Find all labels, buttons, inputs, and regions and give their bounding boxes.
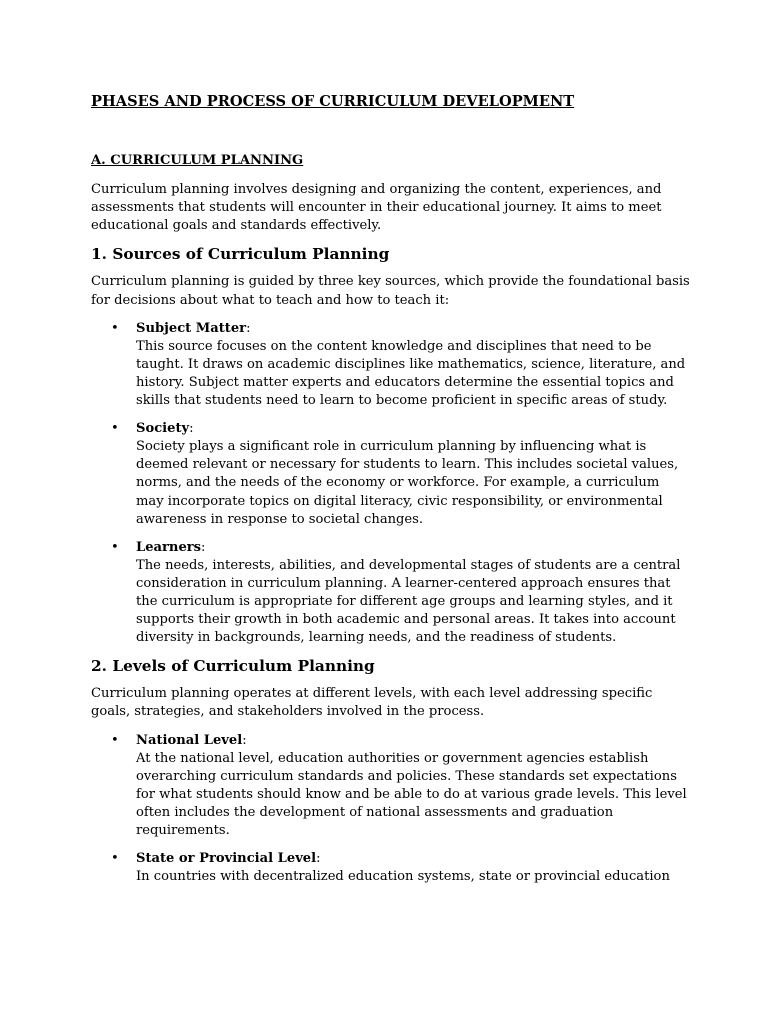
item-title: National Level	[136, 732, 243, 748]
item-text: At the national level, education authorities or government agencies establish overarching curriculum standards and policies. These standards set expectations for what students should know and be able to do at various grade levels. This level often includes the development of national assessments and graduation requirements.	[136, 750, 687, 838]
document-body	[91, 152, 691, 896]
title-colon: :	[242, 732, 247, 748]
item-text: In countries with decentralized education systems, state or provincial education	[136, 869, 670, 885]
item-text: The needs, interests, abilities, and developmental stages of students are a central consideration in curriculum planning. A learner-centered approach ensures that the curriculum is appropriate for different age groups and learning styles, and it supports their growth in both academic and personal areas. It takes into account diversity in backgrounds, learning needs, and the readiness of students.	[136, 557, 681, 646]
bullet-icon: •	[111, 851, 119, 867]
item-text: This source focuses on the content knowledge and disciplines that need to be taught. It draws on academic disciplines like mathematics, science, literature, and history. Subject matter experts and educators determine the essential topics and skills that students need to learn to become proficient in specific areas of study.	[136, 338, 686, 409]
list-item	[91, 850, 691, 886]
section-a-heading: A. CURRICULUM PLANNING	[91, 153, 304, 168]
sources-list	[91, 320, 691, 648]
title-colon: :	[316, 851, 321, 867]
bullet-icon: •	[111, 539, 119, 555]
item-title: Society	[136, 421, 190, 437]
section-a-intro: Curriculum planning involves designing and organizing the content, experiences, and assessments that students will encounter in their educational journey. It aims to meet educational goals and standards effectively.	[91, 182, 662, 234]
sources-heading: 1. Sources of Curriculum Planning	[91, 245, 390, 264]
list-item	[91, 539, 691, 648]
title-colon: :	[201, 539, 206, 555]
sources-intro: Curriculum planning is guided by three key sources, which provide the foundational basis for decisions about what to teach and how to teach it:	[91, 274, 690, 308]
levels-intro: Curriculum planning operates at different levels, with each level addressing specific goals, strategies, and stakeholders involved in the process.	[91, 686, 653, 720]
item-title: Learners	[136, 539, 202, 555]
title-colon: :	[189, 421, 194, 437]
list-item	[91, 732, 691, 841]
levels-list	[91, 732, 691, 887]
item-title: State or Provincial Level	[136, 851, 317, 867]
title-colon: :	[246, 320, 251, 336]
bullet-icon: •	[111, 732, 119, 748]
bullet-icon: •	[111, 320, 119, 336]
item-title: Subject Matter	[136, 320, 247, 336]
list-item	[91, 420, 691, 529]
levels-heading: 2. Levels of Curriculum Planning	[91, 657, 375, 676]
document-title: PHASES AND PROCESS OF CURRICULUM DEVELOPMENT	[91, 93, 575, 110]
item-text: Society plays a significant role in curriculum planning by influencing what is deemed relevant or necessary for students to learn. This includes societal values, norms, and the needs of the economy or workforce. For example, a curriculum may incorporate topics on digital literacy, civic responsibility, or environmental awareness in response to societal changes.	[136, 439, 679, 527]
bullet-icon: •	[111, 421, 119, 437]
list-item	[91, 320, 691, 410]
